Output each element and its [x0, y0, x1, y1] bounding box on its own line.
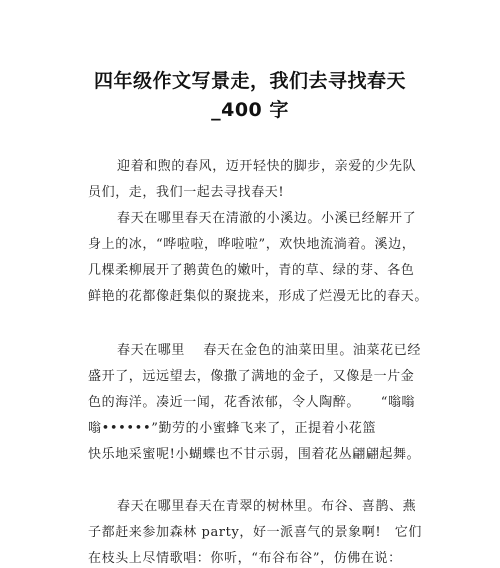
paragraph-line: 色的海洋。凑近一闻，花香浓郁，令人陶醉。 “嗡嗡: [88, 395, 416, 410]
paragraph-line: 在枝头上尽情歌唱：你听，“布谷布谷”，仿佛在说：: [88, 551, 402, 566]
paragraph-line: 盛开了，远远望去，像撒了满地的金子，又像是一片金: [88, 369, 415, 384]
paragraph-line: 迎着和煦的春风，迈开轻快的脚步，亲爱的少先队: [117, 159, 417, 174]
paragraph-line: 快乐地采蜜呢!小蝴蝶也不甘示弱，围着花丛翩翩起舞。: [88, 447, 421, 462]
paragraph-line: 春天在哪里春天在清澈的小溪边。小溪已经解开了: [117, 211, 417, 226]
paragraph-line: 鲜艳的花都像赶集似的聚拢来，形成了烂漫无比的春天。: [88, 289, 429, 304]
paragraph-line: 嗡••••••”勤劳的小蜜蜂飞来了，正提着小花篮: [88, 421, 377, 436]
paragraph-line: 春天在哪里春天在青翠的树林里。布谷、喜鹊、燕: [117, 499, 417, 514]
document-title-continued: _400 字: [211, 99, 289, 121]
paragraph-line: 春天在哪里 春天在金色的油菜田里。油菜花已经: [117, 343, 421, 358]
paragraph-line: 员们，走，我们一起去寻找春天!: [88, 185, 285, 200]
document-title: 四年级作文写景走，我们去寻找春天: [93, 70, 406, 92]
paragraph-line: 身上的冰，“哗啦啦，哗啦啦”，欢快地流淌着。溪边，: [88, 237, 416, 252]
paragraph-line: 几棵柔柳展开了鹅黄色的嫩叶，青的草、绿的芽、各色: [88, 263, 415, 278]
paragraph-line: 子都赶来参加森林 party，好一派喜气的景象啊! 它们: [88, 525, 423, 540]
